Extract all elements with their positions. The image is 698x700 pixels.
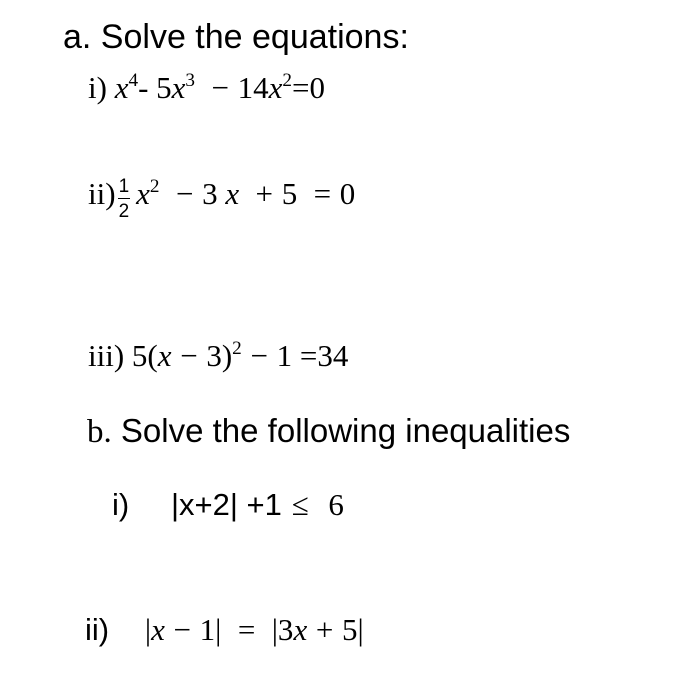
equation-1-minus: − <box>211 70 229 105</box>
fraction-numerator: 1 <box>118 176 130 197</box>
inequality-1 <box>112 489 344 520</box>
equation-1-variable: x <box>114 70 129 105</box>
equation-2-fraction <box>118 177 131 221</box>
equation-2-plus: + <box>255 176 274 212</box>
equation-1-term-2-coef: - 5 <box>138 70 172 105</box>
equation-2-label: ii) <box>88 176 116 212</box>
equation-3-rhs: =34 <box>299 338 349 373</box>
equation-2-rhs: 0 <box>339 176 356 212</box>
equation-1-exponent-4: 4 <box>128 69 139 91</box>
inequality-2-equals: = <box>237 612 256 647</box>
equation-1-exponent-2: 2 <box>282 69 292 91</box>
equation-2 <box>88 175 356 222</box>
inequality-2-variable: x <box>151 612 165 647</box>
equation-1-variable: x <box>171 70 186 105</box>
inequality-2-minus: − <box>173 612 191 647</box>
equation-2-constant: 5 <box>281 176 298 212</box>
inequality-1-expression: |x+2| +1 <box>170 487 282 522</box>
equation-1 <box>88 69 325 105</box>
part-b-heading <box>87 414 570 449</box>
inequality-2-one: 1| <box>199 612 222 647</box>
inequality-2-rhs: 5| <box>342 612 364 647</box>
equation-3-exponent-2: 2 <box>232 337 242 359</box>
equation-2-variable: x <box>225 176 240 212</box>
part-b-heading-text: Solve the following inequalities <box>111 412 571 449</box>
equation-1-exponent-3: 3 <box>185 69 196 91</box>
inequality-1-rhs: 6 <box>328 487 344 522</box>
equation-1-term-3-coef: 14 <box>237 70 269 105</box>
fraction-denominator: 2 <box>118 201 130 222</box>
equation-1-rhs: =0 <box>291 70 325 105</box>
abs-bar-open: | <box>144 612 152 647</box>
inequality-1-leq: ≤ <box>291 487 309 522</box>
equation-3 <box>88 337 349 373</box>
inequality-1-label: i) <box>112 487 130 522</box>
equation-2-minus: − <box>175 176 194 212</box>
equation-2-coef: 3 <box>202 176 218 212</box>
equation-1-label: i) <box>88 70 107 105</box>
inequality-2-three: |3 <box>271 612 294 647</box>
equation-1-variable: x <box>268 70 283 105</box>
equation-2-exponent-2: 2 <box>149 175 160 197</box>
part-b-letter: b. <box>87 414 112 450</box>
equation-3-minus-2: − <box>250 338 268 373</box>
inequality-2-variable-2: x <box>293 612 308 647</box>
part-a-heading: a. Solve the equations: <box>63 18 409 56</box>
equation-3-one: 1 <box>276 338 293 373</box>
inequality-2-abs-right <box>272 612 364 647</box>
inequality-2-plus: + <box>315 612 334 647</box>
inequality-2-abs-left <box>145 612 229 647</box>
inequality-2 <box>85 614 364 645</box>
equation-2-variable: x <box>136 176 150 212</box>
equation-3-label: iii) <box>88 338 125 373</box>
equation-3-three: 3) <box>206 338 233 373</box>
equation-3-coef: 5( <box>131 338 158 373</box>
inequality-2-label: ii) <box>85 612 110 647</box>
equation-3-minus: − <box>180 338 198 373</box>
equation-3-variable: x <box>157 338 172 373</box>
equation-2-equals: = <box>313 176 332 212</box>
